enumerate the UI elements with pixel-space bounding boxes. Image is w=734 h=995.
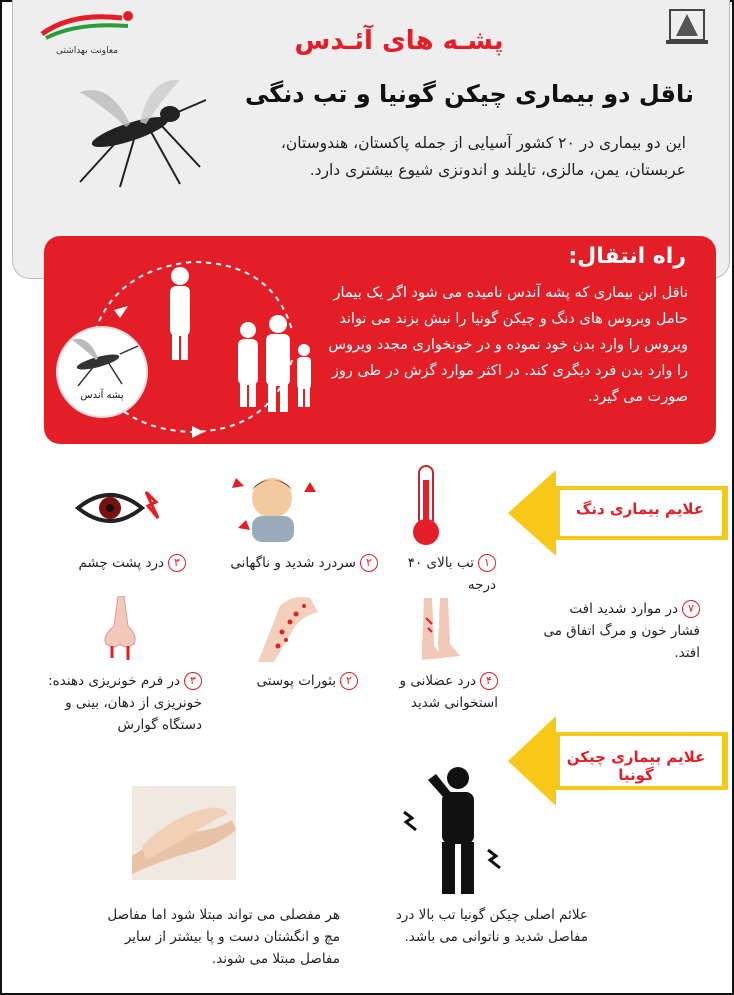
headache-icon <box>226 464 322 544</box>
symptom-text: سردرد شدید و ناگهانی <box>230 555 356 571</box>
dengue-symptom-6 <box>30 670 202 736</box>
chikungunya-main-symptoms: علائم اصلی چیکن گونیا تب بالا درد مفاصل شدید و ناتوانی می باشد. <box>395 907 588 945</box>
transmission-title: راه انتقال: <box>568 244 686 269</box>
symptom-number: ۳ <box>184 672 202 690</box>
nosebleed-icon <box>98 596 144 662</box>
thermometer-icon <box>406 462 446 548</box>
health-deputy-logo <box>32 8 142 56</box>
mosquito-label: پشه آندس <box>80 390 124 401</box>
transmission-text: ناقل این بیماری که پشه آندس نامیده می شود اگر یک بیمار حامل ویروس های دنگ و چیکن گونیا را نیش بزند می تواند ویروس را وارد بدن خود نموده و در خونخواری مجدد ویروس را وارد بدن فرد دیگری کند. در اکثر موارد گزش در طی روز صورت می گیرد. <box>328 285 688 405</box>
chikungunya-joint-info: هر مفصلی می تواند مبتلا شود اما مفاصل مچ و انگشتان دست و پا بیشتر از سایر مفاصل مبتلا می شوند. <box>107 907 340 967</box>
symptom-text: در فرم خونریزی دهنده: خونریزی از دهان، بینی و دستگاه گوارش <box>48 673 202 733</box>
muscle-pain-legs-icon <box>410 596 466 666</box>
dengue-symptom-7 <box>540 598 700 664</box>
hands-photo <box>132 786 236 880</box>
symptom-number: ۱ <box>478 554 496 572</box>
symptom-number: ۷ <box>682 600 700 618</box>
intro-paragraph: این دو بیماری در ۲۰ کشور آسیایی از جمله پاکستان، هندوستان، عربستان، یمن، مالزی، تایلند و اندونزی شیوع بیشتری دارد. <box>280 134 686 179</box>
symptom-number: ۳ <box>168 554 186 572</box>
symptom-text: درد پشت چشم <box>78 555 164 571</box>
dengue-symptom-3 <box>60 552 186 574</box>
dengue-symptom-5 <box>234 670 358 692</box>
dengue-symptom-4 <box>374 670 498 714</box>
page-title: پشـه های آئـدس <box>294 26 504 56</box>
dengue-symptom-2 <box>226 552 378 574</box>
emblem-logo <box>656 6 718 50</box>
mosquito-small-icon <box>58 328 146 388</box>
dengue-symptom-1 <box>386 552 496 596</box>
logo-caption: معاونت بهداشتی <box>55 46 119 56</box>
symptom-number: ۲ <box>340 672 358 690</box>
dengue-banner-label: علایم بیماری دنگ <box>576 500 704 518</box>
symptom-text: بثورات پوستی <box>256 673 336 689</box>
eye-pain-icon <box>74 478 164 538</box>
joint-pain-person-icon <box>398 766 510 896</box>
transmission-box <box>44 236 716 444</box>
symptom-text: در موارد شدید افت فشار خون و مرگ اتفاق می افتد. <box>543 601 700 661</box>
page-subtitle: ناقل دو بیماری چیکن گونیا و تب دنگی <box>245 80 694 108</box>
symptom-number: ۴ <box>480 672 498 690</box>
symptom-number: ۲ <box>360 554 378 572</box>
symptom-text: درد عضلانی و استخوانی شدید <box>399 673 498 711</box>
mosquito-badge <box>56 326 148 418</box>
mosquito-icon <box>60 72 210 192</box>
skin-rash-icon <box>252 592 322 664</box>
symptom-text: تب بالای ۴۰ درجه <box>407 555 496 593</box>
chikungunya-banner-label: علایم بیماری چیکن گونیا <box>566 748 706 784</box>
